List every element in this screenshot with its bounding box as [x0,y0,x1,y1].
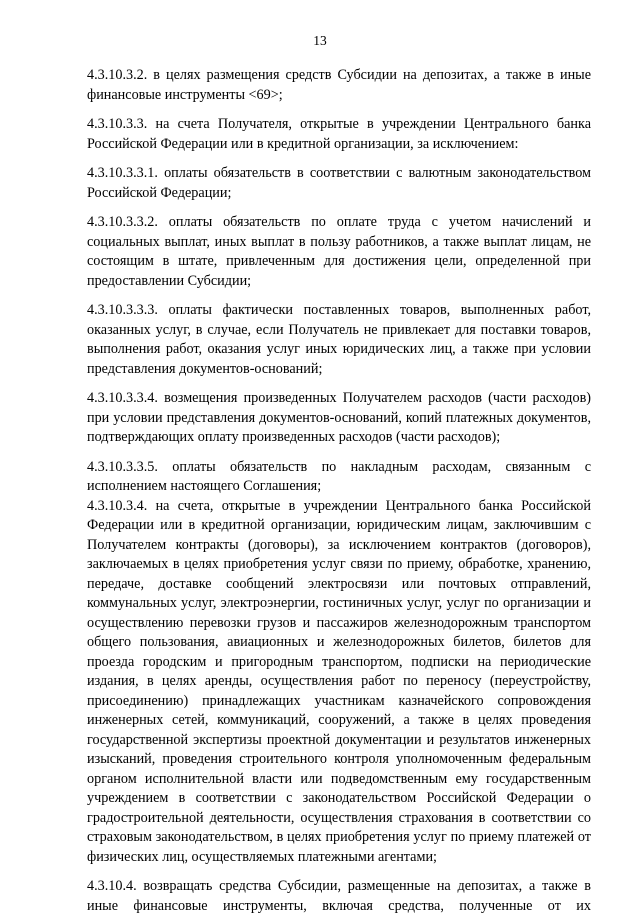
clause-4-3-10-3-3-5: 4.3.10.3.3.5. оплаты обязательств по накладным расходам, связанным с исполнением настоящего Соглашения; [87,458,591,494]
clause-4-3-10-3-3: 4.3.10.3.3. на счета Получателя, открытые в учреждении Центрального банка Российской Федерации или в кредитной организации, за исключением: [87,116,591,152]
clause-4-3-10-3-4: 4.3.10.3.4. на счета, открытые в учреждении Центрального банка Российской Федерации или в кредитной организации, юридическим лицам, заключившим с Получателем контракты (договоры), за исключением контрактов (договоров), заключаемых в целях приобретения услуг связи по приему, обработке, хранению, передаче, доставке сообщений электросвязи или почтовых отправлений, коммунальных услуг, электроэнергии, гостиничных услуг, услуг по организации и осуществлению перевозки грузов и пассажиров железнодорожным транспортом общего пользования, авиационных и железнодорожных билетов, билетов для проезда городским и пригородным транспортом, подписки на периодические издания, в целях аренды, осуществления работ по переносу (переустройству, присоединению) принадлежащих участникам казначейского сопровождения инженерных сетей, коммуникаций, сооружений, а также в целях проведения государственной экспертизы проектной документации и результатов инженерных изысканий, проведения строительного контроля уполномоченным федеральным органом исполнительной власти или подведомственным ему государственным учреждением в соответствии с законодательством Российской Федерации о градостроительной деятельности, осуществления страхования в соответствии со страховым законодательством, в целях приобретения услуг по приему платежей от физических лиц, осуществляемых платежными агентами; [87,497,591,865]
clause-4-3-10-4: 4.3.10.4. возвращать средства Субсидии, размещенные на депозитах, а также в иные финансовые инструменты, включая средства, полученные от их [87,878,591,914]
clause-4-3-10-3-3-1: 4.3.10.3.3.1. оплаты обязательств в соответствии с валютным законодательством Российской Федерации; [87,165,591,201]
clause-4-3-10-3-3-2: 4.3.10.3.3.2. оплаты обязательств по оплате труда с учетом начислений и социальных выплат, иных выплат в пользу работников, а также выплат лицам, не состоящим в штате, привлеченным для достижения цели, определенной при предоставлении Субсидии; [87,214,591,289]
clause-4-3-10-3-3-3: 4.3.10.3.3.3. оплаты фактически поставленных товаров, выполненных работ, оказанных услуг, в случае, если Получатель не привлекает для поставки товаров, выполнения работ, оказания услуг иных юридических лиц, а также при условии представления документов-оснований; [87,302,591,377]
clause-4-3-10-3-2: 4.3.10.3.2. в целях размещения средств Субсидии на депозитах, а также в иные финансовые инструменты <69>; [87,67,591,103]
document-body [87,66,591,916]
clause-4-3-10-3-3-4: 4.3.10.3.3.4. возмещения произведенных Получателем расходов (части расходов) при условии представления документов-оснований, копий платежных документов, подтверждающих оплату произведенных расходов (части расходов); [87,390,591,445]
page-number: 13 [313,33,327,48]
